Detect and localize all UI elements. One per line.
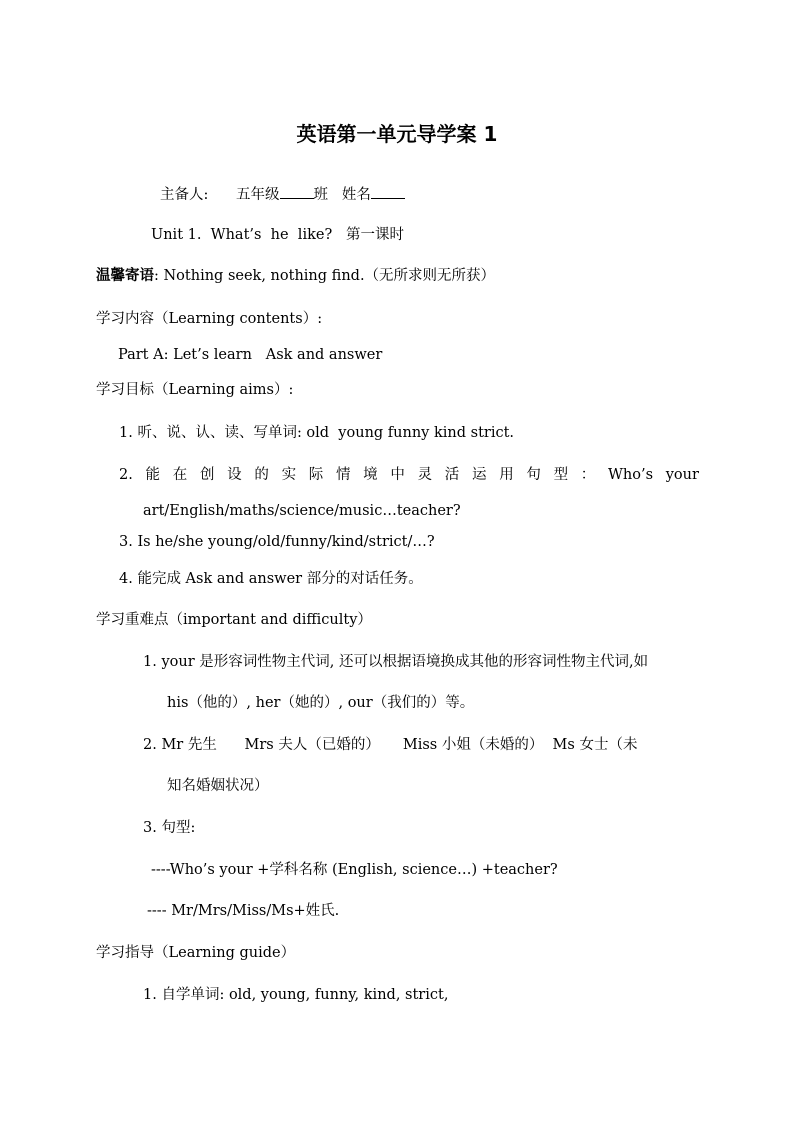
difficulty-item-1-line-2: his（他的）, her（她的）, our（我们的）等。 <box>167 695 475 711</box>
aims-item-3: 3. Is he/she young/old/funny/kind/strict/…? <box>119 534 435 550</box>
token: 灵 <box>417 467 433 483</box>
motto <box>96 266 495 286</box>
token: 型 <box>553 467 569 483</box>
difficulty-item-2-line-2: 知名婚姻状况） <box>167 778 269 794</box>
difficulty-item-3-answer: ---- Mr/Mrs/Miss/Ms+姓氏. <box>147 903 340 919</box>
class-label: 班 <box>313 187 329 203</box>
guide-heading: 学习指导（Learning guide） <box>96 945 296 961</box>
aims-item-1: 1. 听、说、认、读、写单词: old young funny kind strict. <box>119 425 515 441</box>
name-label: 姓名 <box>341 187 371 203</box>
grade-label: 五年级 <box>236 187 280 203</box>
difficulty-item-2-line-1: 2. Mr 先生 Mrs 夫人（已婚的） Miss 小姐（未婚的） Ms 女士（未 <box>143 737 638 753</box>
token: 实 <box>281 467 297 483</box>
class-blank <box>280 184 314 199</box>
token: 运 <box>471 467 487 483</box>
token: 创 <box>199 467 215 483</box>
token: 境 <box>363 467 378 483</box>
token: 在 <box>172 467 188 483</box>
token: 的 <box>254 467 269 483</box>
token: 句 <box>526 467 541 483</box>
aims-item-4: 4. 能完成 Ask and answer 部分的对话任务。 <box>119 571 423 587</box>
token: 设 <box>227 467 242 483</box>
header-line <box>160 184 405 205</box>
token: 活 <box>444 467 460 483</box>
token: 用 <box>499 467 514 483</box>
difficulty-item-1-line-1: 1. your 是形容词性物主代词, 还可以根据语境换成其他的形容词性物主代词,如 <box>143 654 649 670</box>
contents-item: Part A: Let’s learn Ask and answer <box>118 347 383 363</box>
token: Who’s <box>608 467 654 483</box>
difficulty-heading: 学习重难点（important and difficulty） <box>96 612 372 628</box>
token: ： <box>580 467 596 483</box>
token: 能 <box>145 467 161 483</box>
difficulty-item-3: 3. 句型: <box>143 820 196 836</box>
guide-item-1: 1. 自学单词: old, young, funny, kind, strict, <box>143 987 449 1003</box>
aims-heading: 学习目标（Learning aims）: <box>96 382 294 398</box>
token: 2. <box>119 467 133 483</box>
token: 中 <box>390 467 405 483</box>
motto-label: 温馨寄语 <box>96 267 154 284</box>
contents-heading: 学习内容（Learning contents）: <box>96 311 323 327</box>
token: your <box>665 467 699 483</box>
motto-text: : Nothing seek, nothing find.（无所求则无所获） <box>154 268 496 284</box>
token: 际 <box>308 467 324 483</box>
preparer-label: 主备人: <box>160 187 209 203</box>
unit-line: Unit 1. What’s he like? 第一课时 <box>151 227 405 243</box>
aims-item-2-line-1 <box>119 465 699 485</box>
difficulty-item-3-question: ----Who’s your +学科名称 (English, science…) +teacher? <box>151 862 558 878</box>
name-blank <box>371 184 405 199</box>
aims-item-2-line-2: art/English/maths/science/music…teacher? <box>143 503 461 519</box>
page-title: 英语第一单元导学案 1 <box>296 122 498 146</box>
token: 情 <box>335 467 351 483</box>
